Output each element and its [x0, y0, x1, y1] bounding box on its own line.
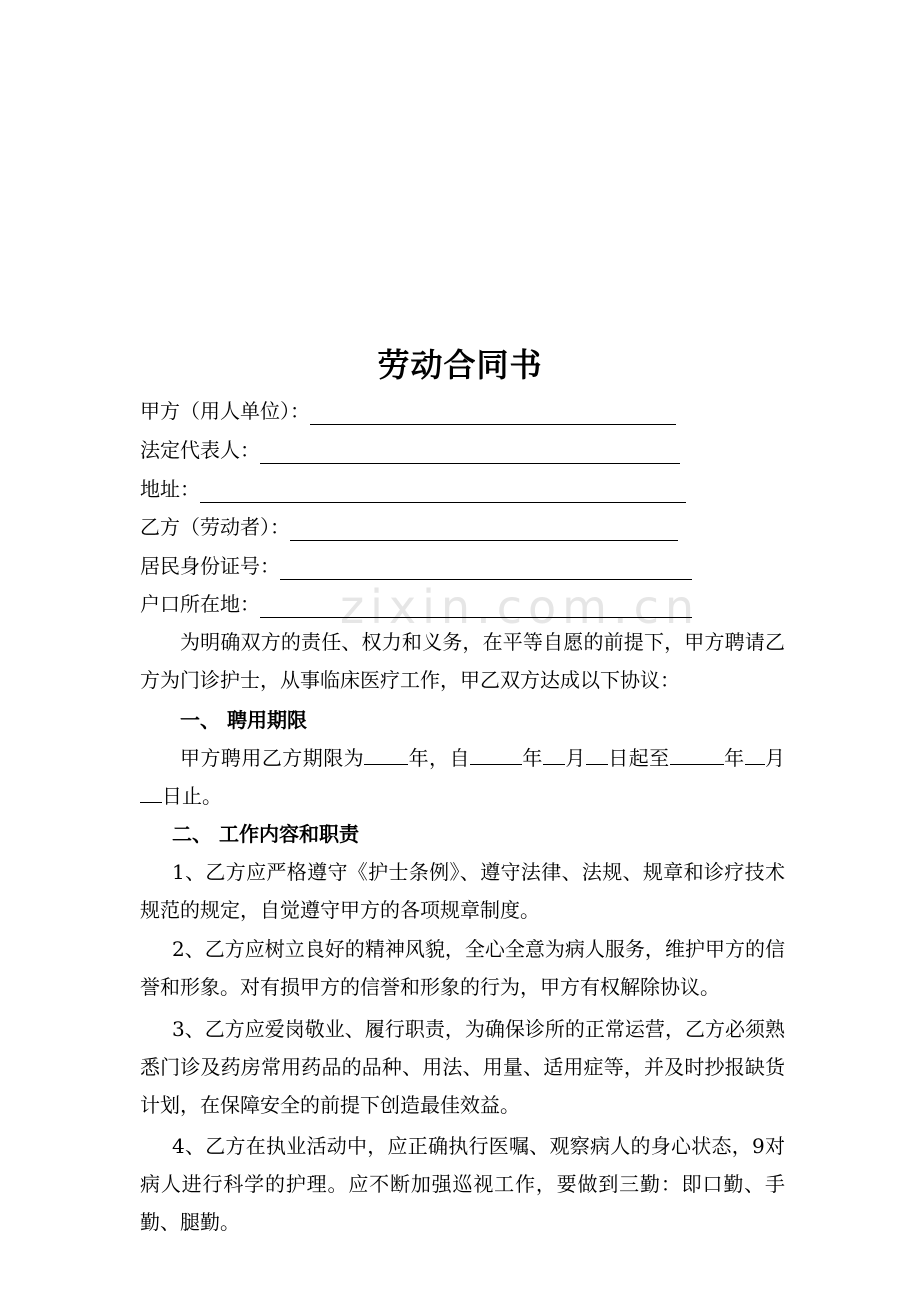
term-text: 日起至: [607, 746, 670, 770]
duty-item: 1、乙方应严格遵守《护士条例》、遵守法律、法规、规章和诊疗技术规范的规定，自觉遵守甲方的各项规章制度。: [140, 860, 785, 922]
blank-start-year[interactable]: [470, 744, 522, 765]
field-label: 居民身份证号：: [140, 554, 280, 578]
field-id-number: [140, 552, 692, 580]
term-text: 甲方聘用乙方期限为: [180, 746, 365, 770]
field-label: 甲方（用人单位）：: [140, 399, 310, 423]
field-label: 户口所在地：: [140, 592, 260, 616]
blank-line[interactable]: [310, 402, 676, 425]
intro-paragraph: 为明确双方的责任、权力和义务，在平等自愿的前提下，甲方聘请乙方为门诊护士，从事临床医疗工作，甲乙双方达成以下协议：: [140, 630, 785, 692]
blank-years[interactable]: [364, 744, 408, 765]
field-label: 乙方（劳动者）：: [140, 515, 290, 539]
field-legal-representative: [140, 436, 680, 464]
blank-line[interactable]: [260, 595, 692, 618]
field-label: 地址：: [140, 477, 200, 501]
term-paragraph: [140, 739, 785, 815]
blank-end-day[interactable]: [140, 782, 162, 803]
duty-item: 3、乙方应爱岗敬业、履行职责，为确保诊所的正常运营，乙方必须熟悉门诊及药房常用药品的品种、用法、用量、适用症等，并及时抄报缺货计划，在保障安全的前提下创造最佳效益。: [140, 1017, 785, 1117]
blank-line[interactable]: [290, 518, 678, 541]
field-address: [140, 475, 686, 503]
term-text: 年: [521, 746, 543, 770]
blank-start-month[interactable]: [543, 744, 565, 765]
blank-line[interactable]: [260, 441, 680, 464]
term-text: 年: [723, 746, 745, 770]
watermark: zixin.com.cn: [340, 580, 701, 634]
term-text: 日止。: [162, 784, 222, 808]
blank-line[interactable]: [280, 557, 692, 580]
blank-end-month[interactable]: [745, 744, 765, 765]
field-label: 法定代表人：: [140, 438, 260, 462]
blank-end-year[interactable]: [670, 744, 724, 765]
term-text: 月: [764, 746, 786, 770]
section-heading-duties: 二、 工作内容和职责: [172, 822, 359, 846]
duty-item: 2、乙方应树立良好的精神风貌，全心全意为病人服务，维护甲方的信誉和形象。对有损甲方的信誉和形象的行为，甲方有权解除协议。: [140, 937, 785, 999]
field-household-registration: [140, 590, 692, 618]
blank-start-day[interactable]: [586, 744, 608, 765]
term-text: 年，自: [408, 746, 470, 770]
document-title: 劳动合同书: [377, 346, 543, 384]
field-party-b: [140, 513, 678, 541]
duty-item: 4、乙方在执业活动中，应正确执行医嘱、观察病人的身心状态，9对病人进行科学的护理。应不断加强巡视工作，要做到三勤：即口勤、手勤、腿勤。: [140, 1134, 785, 1234]
field-party-a: [140, 397, 676, 425]
section-heading-term: 一、 聘用期限: [180, 708, 307, 732]
term-text: 月: [564, 746, 586, 770]
blank-line[interactable]: [200, 480, 686, 503]
